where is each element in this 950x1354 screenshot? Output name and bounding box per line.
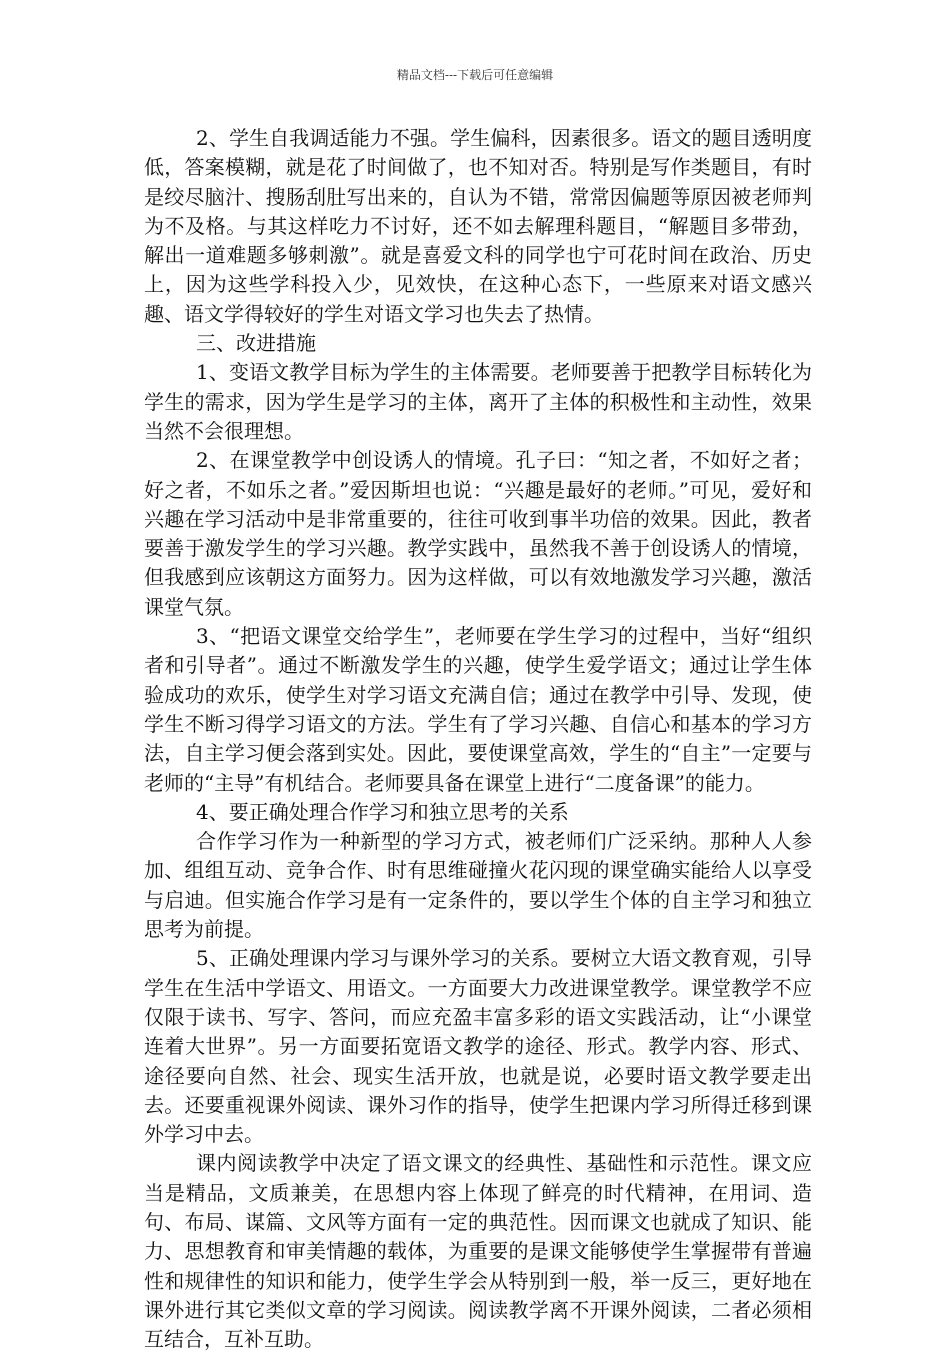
paragraph-measure-4-title: 4、要正确处理合作学习和独立思考的关系 <box>196 799 569 824</box>
section-heading-improvements: 三、改进措施 <box>196 331 316 356</box>
paragraph-self-adjustment: 2、学生自我调适能力不强。学生偏科，因素很多。语文的题目透明度低，答案模糊，就是花了时间做了，也不知对否。特别是写作类题目，有时是绞尽脑汁、搜肠刮肚写出来的，自认为不错，常常因偏题等原因被老师判为不及格。与其这样吃力不讨好，还不如去解理科题目，“解题目多带劲，解出一道难题多够刺激”。就是喜爱文科的同学也宁可花时间在政治、历史上，因为这些学科投入少，见效快，在这种心态下，一些原来对语文感兴趣、语文学得较好的学生对语文学习也失去了热情。 <box>144 126 812 326</box>
paragraph-reading-teaching: 课内阅读教学中决定了语文课文的经典性、基础性和示范性。课文应当是精品，文质兼美，在思想内容上体现了鲜亮的时代精神，在用词、造句、布局、谋篇、文风等方面有一定的典范性。因而课文也就成了知识、能力、思想教育和审美情趣的载体，为重要的是课文能够使学生掌握带有普遍性和规律性的知识和能力，使学生学会从特别到一般，举一反三，更好地在课外进行其它类似文章的学习阅读。阅读教学离不开课外阅读，二者必须相互结合，互补互助。 <box>144 1151 812 1352</box>
paragraph-measure-3: 3、“把语文课堂交给学生”，老师要在学生学习的过程中，当好“组织者和引导者”。通过不断激发学生的兴趣，使学生爱学语文；通过让学生体验成功的欢乐，使学生对学习语文充满自信；通过在教学中引导、发现，使学生不断习得学习语文的方法。学生有了学习兴趣、自信心和基本的学习方法，自主学习便会落到实处。因此，要使课堂高效，学生的“自主”一定要与老师的“主导”有机结合。老师要具备在课堂上进行“二度备课”的能力。 <box>144 624 812 795</box>
paragraph-measure-2: 2、在课堂教学中创设诱人的情境。孔子曰：“知之者，不如好之者；好之者，不如乐之者。”爱因斯坦也说：“兴趣是最好的老师。”可见，爱好和兴趣在学习活动中是非常重要的，往往可收到事半功倍的效果。因此，教者要善于激发学生的学习兴趣。教学实践中，虽然我不善于创设诱人的情境，但我感到应该朝这方面努力。因为这样做，可以有效地激发学习兴趣，激活课堂气氛。 <box>144 448 812 619</box>
paragraph-measure-5: 5、正确处理课内学习与课外学习的关系。要树立大语文教育观，引导学生在生活中学语文、用语文。一方面要大力改进课堂教学。课堂教学不应仅限于读书、写字、答问，而应充盈丰富多彩的语文实践活动，让“小课堂连着大世界”。另一方面要拓宽语文教学的途径、形式。教学内容、形式、途径要向自然、社会、现实生活开放，也就是说，必要时语文教学要走出去。还要重视课外阅读、课外习作的指导，使学生把课内学习所得迁移到课外学习中去。 <box>144 946 812 1147</box>
page-header: 精品文档---下载后可任意编辑 <box>396 68 554 82</box>
paragraph-measure-1: 1、变语文教学目标为学生的主体需要。老师要善于把教学目标转化为学生的需求，因为学生是学习的主体，离开了主体的积极性和主动性，效果当然不会很理想。 <box>144 360 812 443</box>
document-body <box>144 124 812 1354</box>
paragraph-cooperative-learning: 合作学习作为一种新型的学习方式，被老师们广泛采纳。那种人人参加、组组互动、竞争合作、时有思维碰撞火花闪现的课堂确实能给人以享受与启迪。但实施合作学习是有一定条件的，要以学生个体的自主学习和独立思考为前提。 <box>144 829 812 942</box>
